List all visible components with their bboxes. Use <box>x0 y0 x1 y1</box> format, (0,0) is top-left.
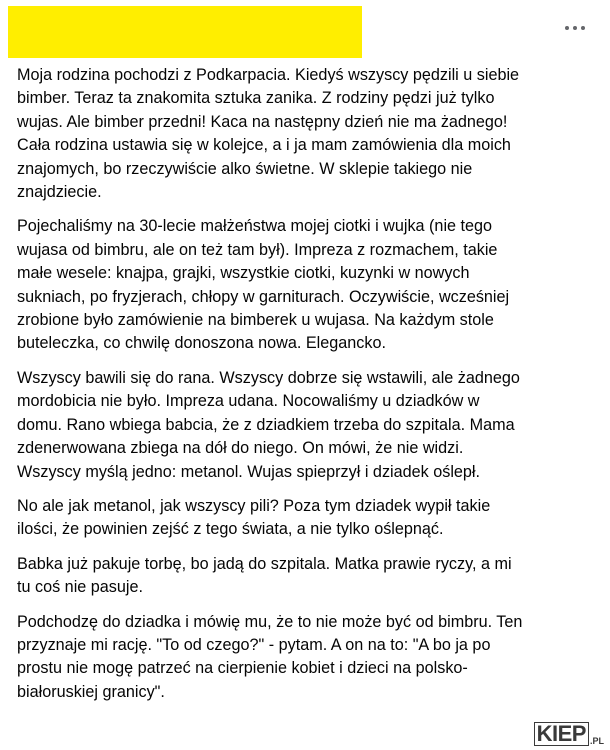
more-horizontal-icon <box>581 26 585 30</box>
post-text <box>17 64 605 715</box>
post-paragraph: Babka już pakuje torbę, bo jadą do szpitala. Matka prawie ryczy, a mi tu coś nie pasuje. <box>17 554 512 597</box>
watermark-suffix: .PL <box>589 736 604 746</box>
redacted-author-bar <box>8 6 362 58</box>
more-horizontal-icon <box>565 26 569 30</box>
more-options-button[interactable] <box>557 16 593 40</box>
kiep-watermark-logo <box>534 722 604 746</box>
post-paragraph: Moja rodzina pochodzi z Podkarpacia. Kiedyś wszyscy pędzili u siebie bimber. Teraz ta znakomita sztuka zanika. Z rodziny pędzi już tylko wujas. Ale bimber przedni! Kaca na następny dzień nie ma żadnego! Cała rodzina ustawia się w kolejce, a i ja mam zamówienia dla moich znajomych, bo rzeczywiście alko świetne. W sklepie takiego nie znajdziecie. <box>17 66 520 202</box>
post-paragraph: Wszyscy bawili się do rana. Wszyscy dobrze się wstawili, ale żadnego mordobicia nie było. Impreza udana. Nocowaliśmy u dziadków w domu. Rano wbiega babcia, że z dziadkiem trzeba do szpitala. Mama zdenerwowana zbiega na dół do niego. On mówi, że nie widzi. Wszyscy myślą jedno: metanol. Wujas spieprzył i dziadek oślepł. <box>17 368 520 481</box>
watermark-brand: KIEP <box>534 722 589 746</box>
post-paragraph: Podchodzę do dziadka i mówię mu, że to nie może być od bimbru. Ten przyznaje mi rację. "To od czego?" - pytam. A on na to: "A bo ja po prostu nie mogę patrzeć na cierpienie kobiet i dzieci na polsko- białoruskiej granicy". <box>17 612 523 701</box>
post-paragraph: No ale jak metanol, jak wszyscy pili? Poza tym dziadek wypił takie ilości, że powinien zejść z tego świata, a nie tylko oślepnąć. <box>17 496 491 539</box>
post-paragraph: Pojechaliśmy na 30-lecie małżeństwa mojej ciotki i wujka (nie tego wujasa od bimbru, ale on też tam był). Impreza z rozmachem, takie małe wesele: knajpa, grajki, wszystkie ciotki, kuzynki w nowych sukniach, po fryzjerach, chłopy w garniturach. Oczywiście, wcześniej zrobione było zamówienie na bimberek u wujasa. Na każdym stole buteleczka, co chwilę donoszona nowa. Elegancko. <box>17 217 510 353</box>
more-horizontal-icon <box>573 26 577 30</box>
